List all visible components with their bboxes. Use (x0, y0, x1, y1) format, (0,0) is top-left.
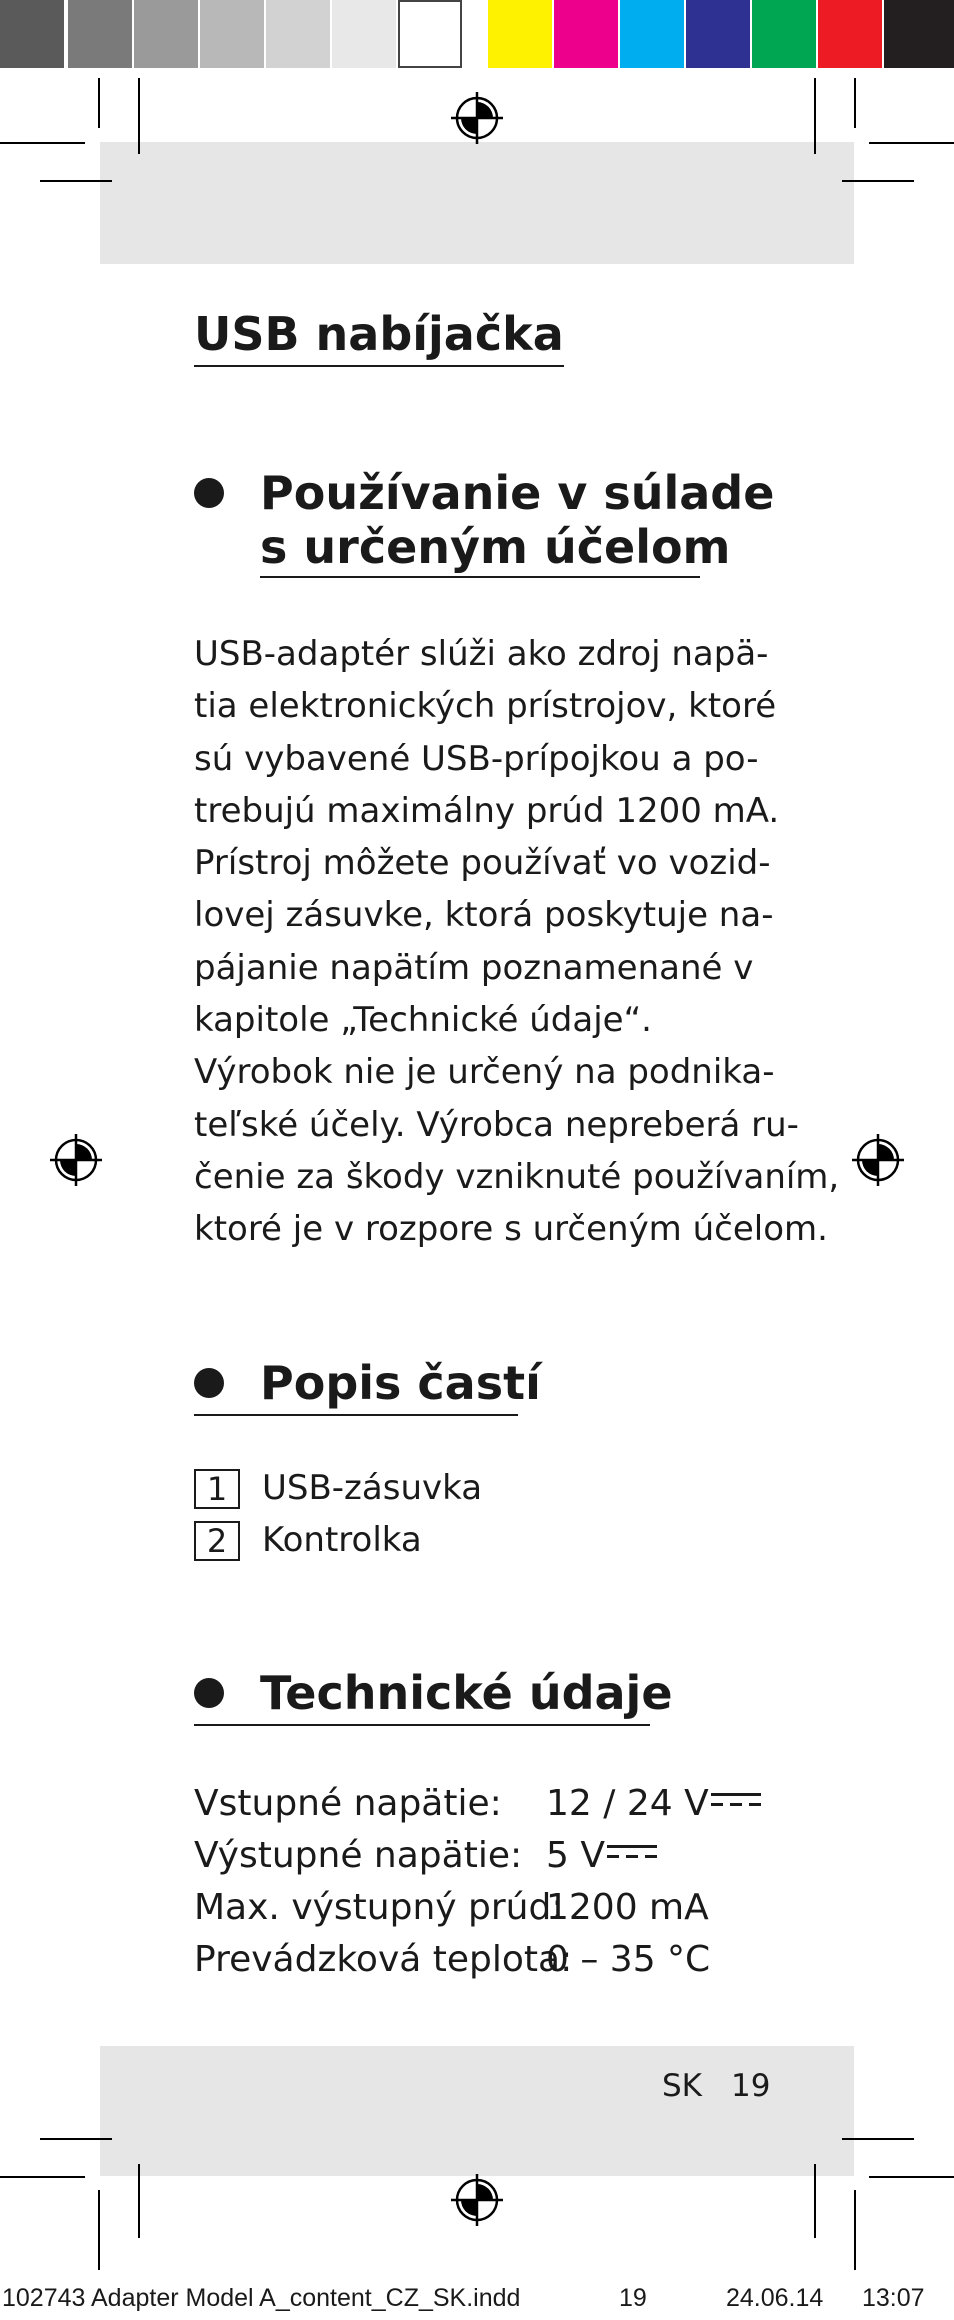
color-swatch (620, 0, 684, 68)
paragraph-line: Výrobok nie je určený na podnika- (194, 1052, 775, 1093)
color-swatch (488, 0, 552, 68)
color-swatch (398, 0, 462, 68)
registration-mark-icon (449, 90, 505, 146)
paragraph-line: USB-adaptér slúži ako zdroj napä- (194, 634, 769, 674)
spec-value-wrap (546, 1778, 761, 1830)
color-swatch (686, 0, 750, 68)
spec-label: Výstupné napätie: (194, 1835, 523, 1876)
spec-value: 1200 mA (546, 1887, 709, 1928)
paragraph-line: kapitole „Technické údaje“. (194, 1000, 652, 1041)
paragraph-line: ktoré je v rozpore s určeným účelom. (194, 1209, 828, 1250)
spec-label: Prevádzková teplota: (194, 1939, 573, 1980)
spec-label: Vstupné napätie: (194, 1783, 502, 1824)
section-heading-intended-use (260, 466, 774, 574)
spec-value: 0 – 35 °C (546, 1939, 711, 1980)
registration-mark-icon (850, 1132, 906, 1188)
part-label: Kontrolka (262, 1520, 422, 1560)
slug-filename: 102743 Adapter Model A_content_CZ_SK.indd (2, 2284, 521, 2312)
spec-value: 12 / 24 V (546, 1783, 709, 1824)
color-swatch (200, 0, 264, 68)
paragraph-line: tia elektronických prístrojov, ktoré (194, 686, 777, 727)
heading-underline (260, 576, 700, 578)
color-swatch (332, 0, 396, 68)
color-swatch (818, 0, 882, 68)
direct-current-icon (607, 1845, 657, 1861)
header-band (100, 142, 854, 264)
direct-current-icon (711, 1793, 761, 1809)
spec-label: Max. výstupný prúd: (194, 1887, 564, 1928)
bullet-icon (194, 478, 224, 508)
color-swatch (0, 0, 64, 68)
footer-language: SK (662, 2068, 703, 2104)
registration-mark-icon (449, 2172, 505, 2228)
spec-value: 5 V (546, 1835, 605, 1876)
color-swatch (134, 0, 198, 68)
paragraph-line: teľské účely. Výrobca nepreberá ru- (194, 1104, 799, 1145)
intended-use-paragraph (194, 628, 840, 1256)
paragraph-line: lovej zásuvke, ktorá poskytuje na- (194, 895, 774, 936)
footer-page-number: 19 (731, 2068, 771, 2104)
paragraph-line: pájanie napätím poznamenané v (194, 947, 754, 988)
slug-date: 24.06.14 (726, 2284, 824, 2312)
part-label: USB-zásuvka (262, 1468, 483, 1508)
registration-mark-icon (48, 1132, 104, 1188)
color-swatch (752, 0, 816, 68)
slug-page: 19 (619, 2284, 647, 2312)
heading-line: s určeným účelom (260, 520, 731, 574)
heading-underline (194, 1414, 518, 1416)
part-number: 2 (194, 1521, 240, 1561)
paragraph-line: Prístroj môžete používať vo vozid- (194, 843, 771, 884)
section-heading-technical-data: Technické údaje (260, 1666, 673, 1720)
paragraph-line: čenie za škody vzniknuté používaním, (194, 1156, 840, 1197)
paragraph-line: sú vybavené USB-prípojkou a po- (194, 738, 759, 779)
page-title: USB nabíjačka (194, 305, 564, 367)
heading-underline (194, 1724, 650, 1726)
color-swatch (68, 0, 132, 68)
footer-band (100, 2046, 854, 2176)
bullet-icon (194, 1368, 224, 1398)
color-swatch (884, 0, 954, 68)
color-swatch (554, 0, 618, 68)
paragraph-line: trebujú maximálny prúd 1200 mA. (194, 790, 780, 831)
slug-time: 13:07 (862, 2284, 925, 2312)
spec-value-wrap (546, 1830, 657, 1882)
section-heading-parts: Popis častí (260, 1356, 541, 1410)
part-number: 1 (194, 1469, 240, 1509)
bullet-icon (194, 1678, 224, 1708)
heading-line: Používanie v súlade (260, 466, 775, 520)
color-swatch (266, 0, 330, 68)
